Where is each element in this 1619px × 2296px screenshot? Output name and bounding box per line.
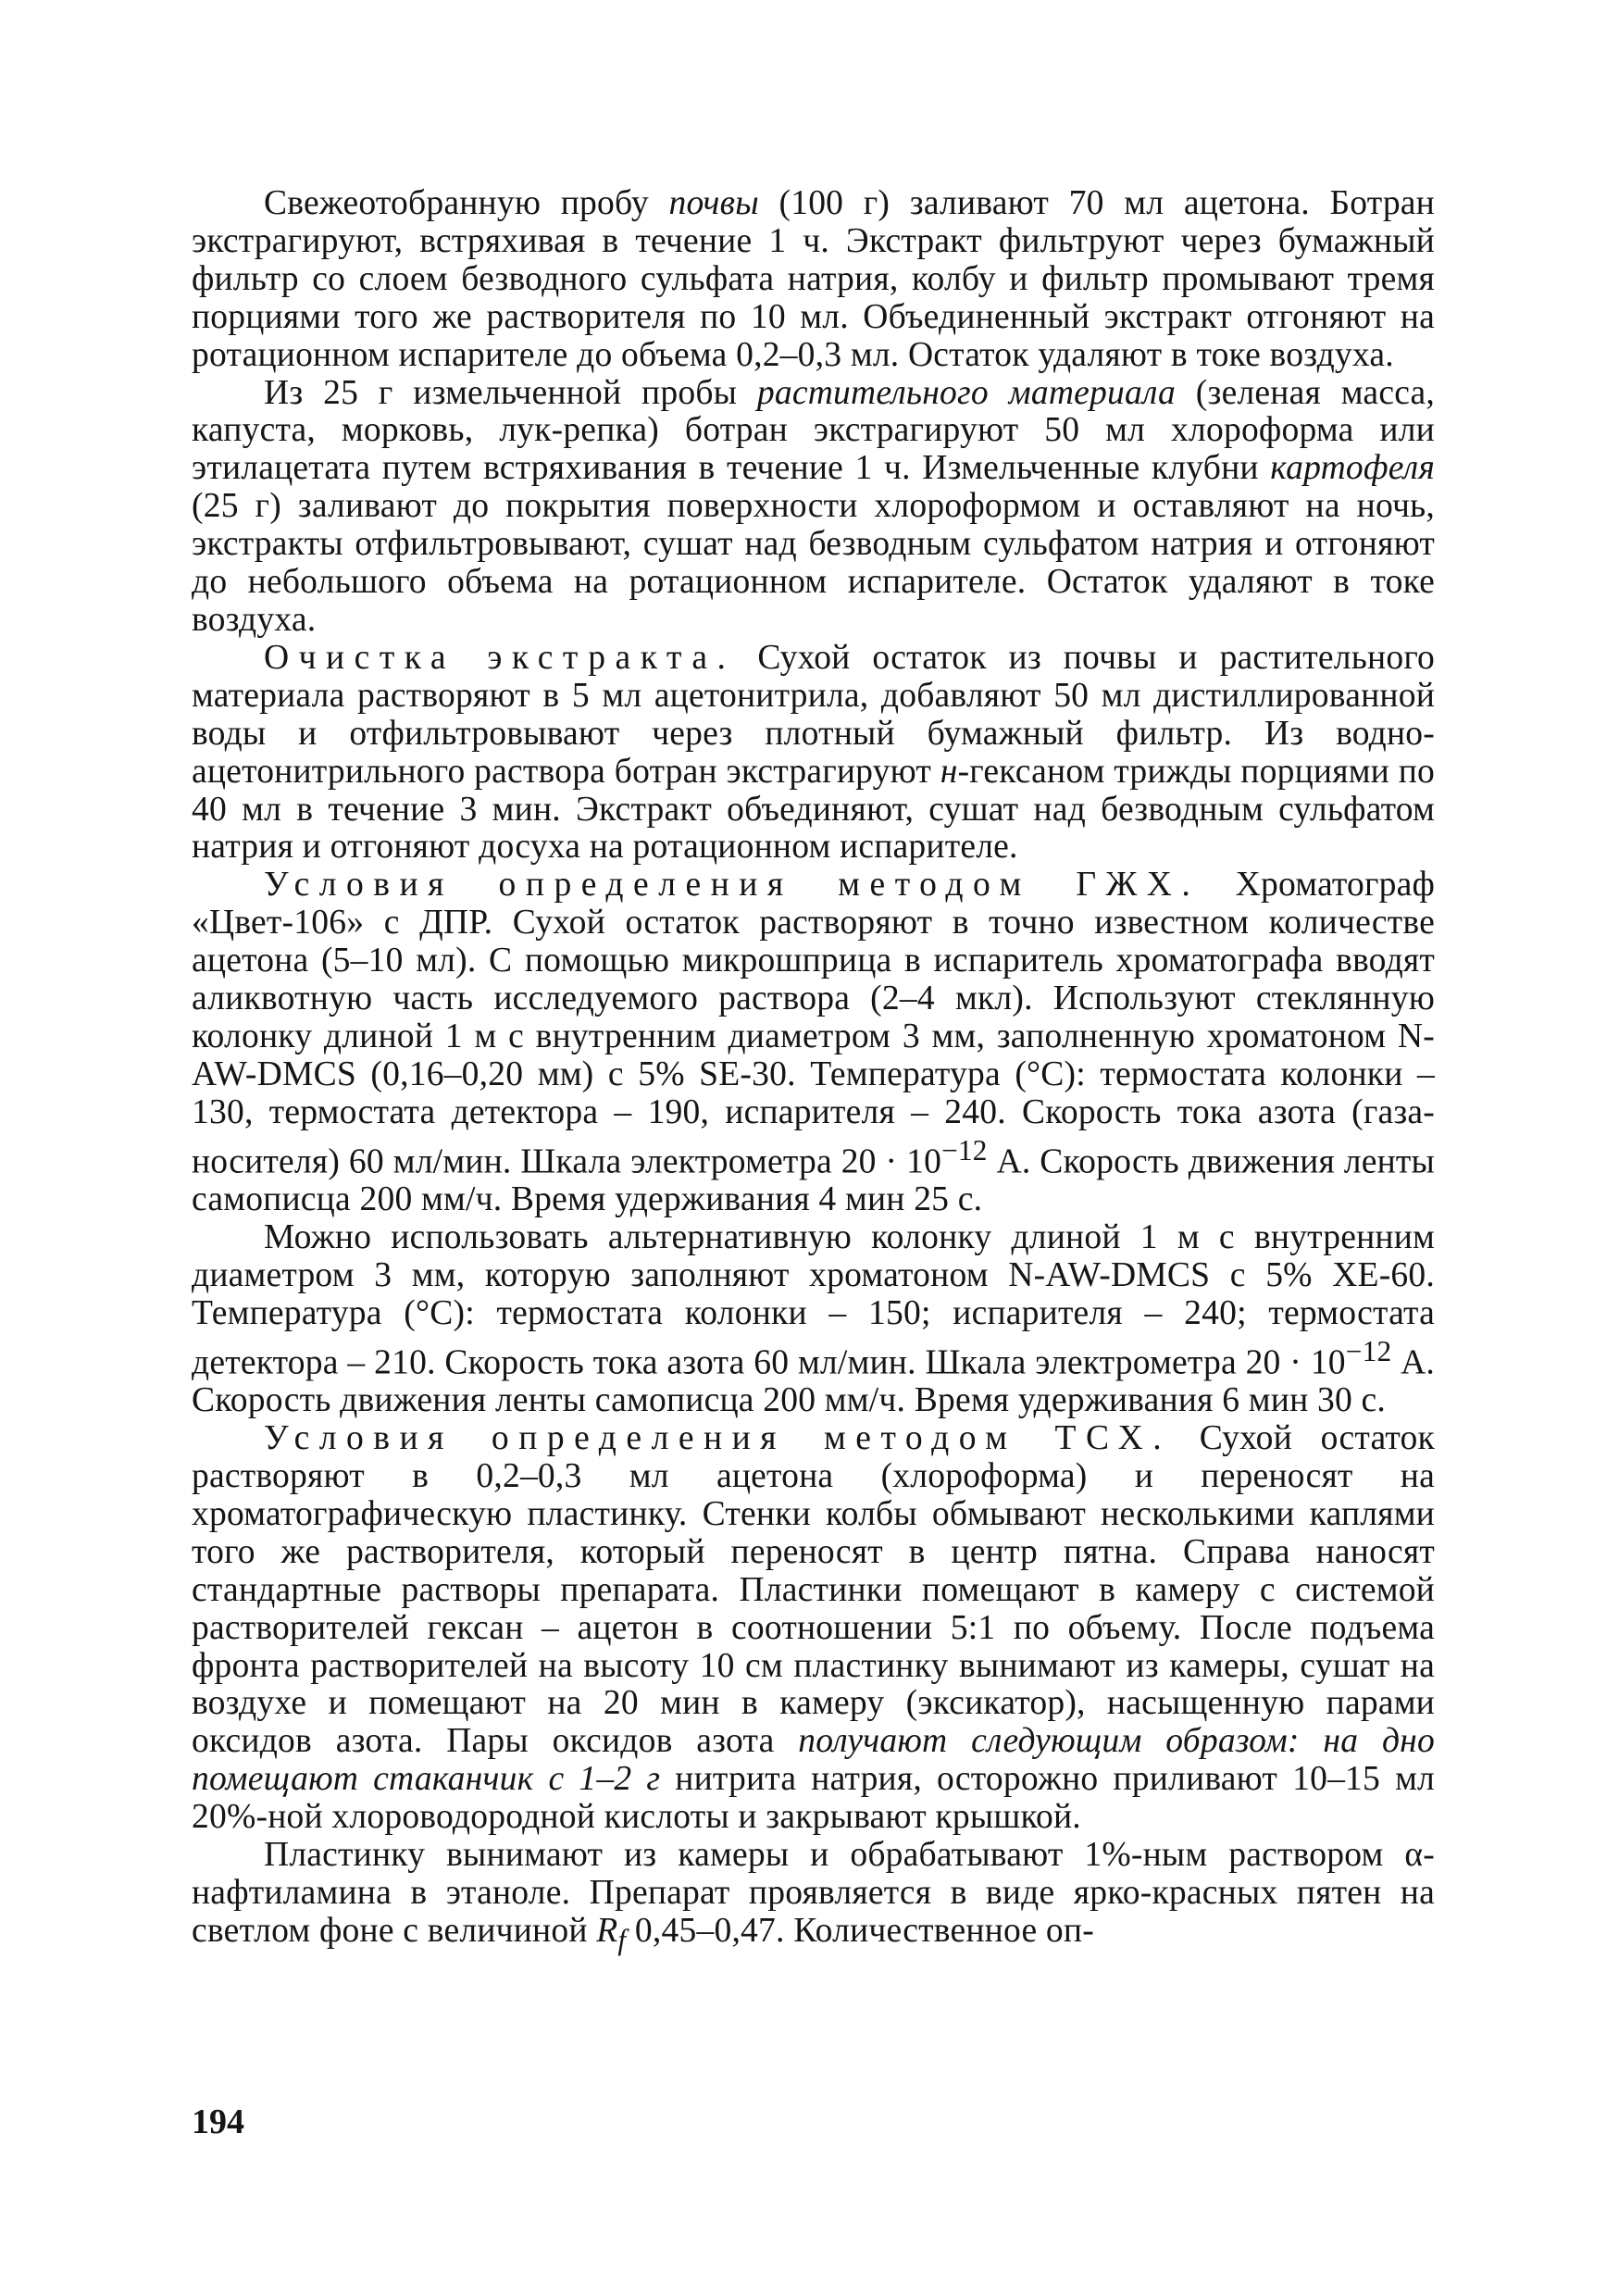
section-heading-gc: Условия определения методом ГЖХ. xyxy=(264,866,1201,905)
paragraph-plant-extraction: Из 25 г измельченной пробы растительного материала (зеленая масса, капуста, морковь, лук-репка) ботран экстрагируют 50 мл хлороформа или этилацетата путем встряхивания в течение 1 ч. Измельченные клубни картофеля (25 г) заливают до покрытия поверхности хлороформом и оставляют на ночь, экстракты отфильтровывают, сушат над безводным сульфатом натрия и отгоняют до небольшого объема на ротационном испарителе. Остаток удаляют в токе воздуха. xyxy=(192,373,1436,639)
paragraph-extract-cleanup: Очистка экстракта. Сухой остаток из почвы и растительного материала растворяют в 5 мл ацетонитрила, добавляют 50 мл дистиллированной воды и отфильтровывают через плотный бумажный фильтр. Из водно-ацетонитрильного раствора ботран экстрагируют н-гексаном трижды порциями по 40 мл в течение 3 мин. Экстракт объединяют, сушат над безводным сульфатом натрия и отгоняют досуха на ротационном испарителе. xyxy=(192,638,1436,867)
paragraph-alternative-column: Можно использовать альтернативную колонку длиной 1 м с внутренним диаметром 3 мм, которую заполняют хроматоном N-AW-DMCS с 5% ХЕ-60. Температура (°С): термостата колонки – 150; испарителя – 240; термостата детектора – 210. Скорость тока азота 60 мл/мин. Шкала электрометра $20 \cdot 10^{-12}$ А. Скорость движения ленты самописца 200 мм/ч. Время удерживания 6 мин 30 с. xyxy=(192,1218,1436,1420)
paragraph-soil-extraction: Свежеотобранную пробу почвы (100 г) заливают 70 мл ацетона. Ботран экстрагируют, встряхивая в течение 1 ч. Экстракт фильтруют через бумажный фильтр со слоем безводного сульфата натрия, колбу и фильтр промывают тремя порциями того же растворителя по 10 мл. Объединенный экстракт отгоняют на ротационном испарителе до объема 0,2–0,3 мл. Остаток удаляют в токе воздуха. xyxy=(192,184,1435,374)
paragraph-tlc-conditions: Условия определения методом ТСХ. Сухой остаток растворяют в 0,2–0,3 мл ацетона (хлороформа) и переносят на хроматографическую пластинку. Стенки колбы обмывают несколькими каплями того же растворителя, который переносят в центр пятна. Справа наносят стандартные растворы препарата. Пластинки помещают в камеру с системой растворителей гексан – ацетон в соотношении 5:1 по объему. После подъема фронта растворителей на высоту 10 см пластинку вынимают из камеры, сушат на воздухе и помещают на 20 мин в камеру (эксикатор), насыщенную парами оксидов азота. Пары оксидов азота получают следующим образом: на дно помещают стаканчик с 1–2 г нитрита натрия, осторожно приливают 10–15 мл 20%-ной хлороводородной кислоты и закрывают крышкой. xyxy=(192,1419,1436,1837)
section-heading-tlc: Условия определения методом ТСХ. xyxy=(264,1419,1172,1458)
paragraph-plate-development: Пластинку вынимают из камеры и обрабатывают 1%-ным раствором α-нафтиламина в этаноле. Препарат проявляется в виде ярко-красных пятен на светлом фоне с величиной $R_f$ 0,45–0,47. Количественное оп- xyxy=(192,1836,1435,1956)
page-body xyxy=(192,185,1435,1959)
section-heading-cleanup: Очистка экстракта. xyxy=(264,638,736,677)
paragraph-gc-conditions: Условия определения методом ГЖХ. Хроматограф «Цвет-106» с ДПР. Сухой остаток растворяют в точно известном количестве ацетона (5–10 мл). С помощью микрошприца в испаритель хроматографа вводят аликвотную часть исследуемого раствора (2–4 мкл). Используют стеклянную колонку длиной 1 м с внутренним диаметром 3 мм, заполненную хроматоном N-AW-DMCS (0,16–0,20 мм) с 5% SE-30. Температура (°С): термостата колонки – 130, термостата детектора – 190, испарителя – 240. Скорость тока азота (газа-носителя) 60 мл/мин. Шкала электрометра $20 \cdot 10^{-12}$ А. Скорость движения ленты самописца 200 мм/ч. Время удерживания 4 мин 25 с. xyxy=(192,866,1435,1219)
page-number: 194 xyxy=(192,2103,244,2141)
